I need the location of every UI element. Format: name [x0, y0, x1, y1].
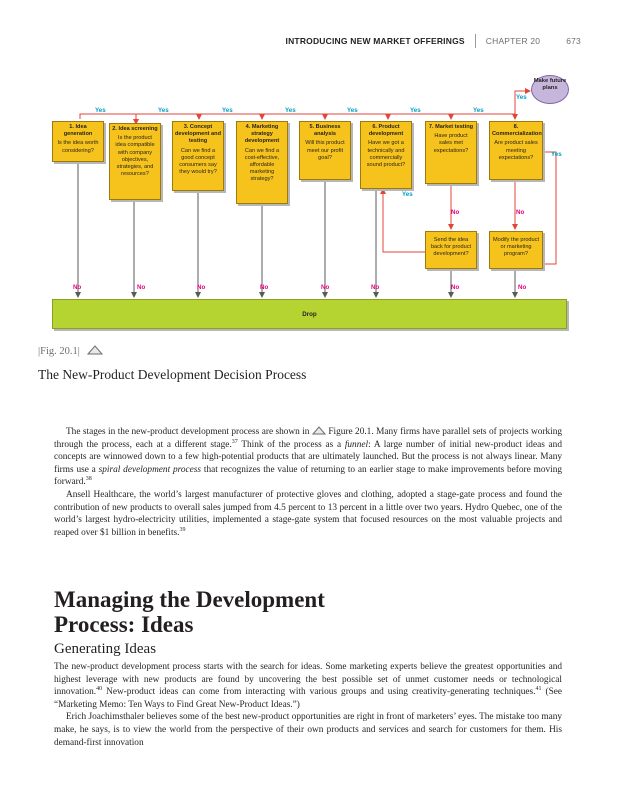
stage-question: Can we find a good concept consumers say they would try? — [179, 147, 217, 176]
body-paragraph-3 — [54, 661, 562, 749]
figure-number — [38, 345, 103, 357]
yes-label: Yes — [410, 107, 421, 114]
no-label: No — [197, 284, 206, 291]
yes-label: Yes — [402, 191, 413, 198]
no-label: No — [451, 284, 460, 291]
section-title-line: Process: Ideas — [54, 612, 194, 637]
text-run: Erich Joachimsthaler believes some of the best new-product opportunities are right in front of marketers’ eyes. The mistake too many make, he says, is to view the world from the perspective of their own products and services and search for customers for them. His demand-first innovation — [54, 712, 562, 748]
italic-term: funnel — [344, 439, 369, 450]
drop-bar — [52, 299, 567, 329]
stage-title: 3. Concept development and testing — [175, 124, 222, 145]
stage-title: 4. Marketing strategy development — [244, 124, 280, 145]
running-header-title: INTRODUCING NEW MARKET OFFERINGS — [285, 36, 465, 46]
future-plans-text: Make future plans — [533, 78, 567, 91]
figure-caption: The New-Product Development Decision Process — [38, 367, 307, 382]
text-run: : A large number of initial new-product ideas and concepts are winnowed down to a few high-potential products that are ultimately launched. But the process is not always linear. Many firms use a — [54, 439, 562, 475]
future-plans-node — [531, 75, 569, 104]
no-label: No — [518, 284, 527, 291]
stage-box-product-development — [360, 121, 412, 189]
footnote-ref: 40 — [96, 686, 103, 693]
text-run: (See “Marketing Memo: Ten Ways to Find Great New-Product Ideas.”) — [54, 687, 563, 710]
drop-label: Drop — [302, 310, 317, 318]
yes-label: Yes — [347, 107, 358, 114]
no-label: No — [371, 284, 380, 291]
no-label: No — [451, 209, 460, 216]
stage-question: Have product sales met expectations? — [433, 133, 469, 154]
text-run: Think of the process as a — [237, 439, 345, 450]
yes-label: Yes — [285, 107, 296, 114]
section-title-line: Managing the Development — [54, 587, 325, 612]
no-label: No — [73, 284, 82, 291]
body-paragraph-1 — [54, 426, 562, 539]
triangle-icon — [87, 345, 103, 355]
stage-title: 6. Product development — [368, 124, 404, 138]
stage-title: 2. Idea screening — [112, 126, 158, 132]
footnote-ref: 41 — [535, 686, 542, 693]
yes-label: Yes — [516, 94, 527, 101]
figure-number-text: |Fig. 20.1| — [38, 346, 80, 357]
yes-label: Yes — [551, 151, 562, 158]
stage-box-commercialization — [489, 121, 543, 180]
yes-label: Yes — [95, 107, 106, 114]
yes-label: Yes — [158, 107, 169, 114]
page-number: 673 — [566, 36, 581, 46]
text-run: The new-product development process starts with the search for ideas. Some marketing experts believe the greatest opportunities and highest leverage with new products are found by uncovering the best possible set of unmet customer needs or technological innovation. — [54, 662, 562, 698]
send-back-box — [425, 231, 477, 269]
footnote-ref: 38 — [85, 476, 92, 483]
footnote-ref: 37 — [231, 438, 238, 445]
no-label: No — [321, 284, 330, 291]
modify-box — [489, 231, 543, 269]
no-label: No — [137, 284, 146, 291]
text-run: Figure 20.1. Many firms have parallel sets of projects working through the process, each at a different stage. — [54, 427, 563, 450]
stage-title: 7. Market testing — [428, 124, 474, 130]
text-run: New-product ideas can come from interacting with various groups and using creativity-generating techniques. — [102, 687, 536, 698]
send-back-text: Send the idea back for product development? — [430, 237, 472, 258]
stage-title: 1. Idea generation — [63, 124, 93, 138]
modify-text: Modify the product or marketing program? — [492, 237, 540, 258]
stage-box-market-testing — [425, 121, 477, 184]
stage-question: Is the product idea compatible with company objectives, strategies, and resources? — [115, 135, 155, 178]
no-label: No — [260, 284, 269, 291]
triangle-icon — [312, 426, 326, 435]
section-title — [54, 587, 325, 637]
yes-label: Yes — [473, 107, 484, 114]
footnote-ref: 39 — [179, 526, 186, 533]
stage-box-idea-generation — [52, 121, 104, 162]
stage-box-marketing-strategy — [236, 121, 288, 204]
text-run: Ansell Healthcare, the world’s largest manufacturer of protective gloves and clothing, adopted a stage-gate process and found the contribution of new products to overall sales jumped from 4.5 percent to 13 percent in a little over two years. Hydro Quebec, one of the world’s largest hydro-electricity utilities, implemented a stage-gate system that focused resources on the most valuable projects and reaped over $1 billion in benefits. — [54, 489, 562, 538]
text-run: The stages in the new-product development process are shown in — [66, 427, 312, 437]
italic-term: spiral development process — [98, 464, 202, 475]
stage-question: Will this product meet our profit goal? — [305, 140, 345, 161]
text-run: that recognizes the value of returning to an earlier stage to make improvements before moving forward. — [54, 464, 563, 488]
stage-question: Is the idea worth considering? — [57, 140, 99, 154]
stage-question: Can we find a cost-effective, affordable marketing strategy? — [244, 147, 280, 183]
stage-question: Are product sales meeting expectations? — [494, 140, 538, 161]
chapter-label: CHAPTER 20 — [485, 36, 541, 46]
yes-label: Yes — [222, 107, 233, 114]
subsection-title: Generating Ideas — [54, 641, 157, 657]
stage-title: 8. Commercialization — [492, 124, 542, 138]
stage-title: 5. Business analysis — [309, 124, 341, 138]
stage-question: Have we got a technically and commercially sound product? — [366, 140, 406, 169]
stage-box-idea-screening — [109, 123, 161, 200]
stage-box-concept-development — [172, 121, 224, 191]
stage-box-business-analysis — [299, 121, 351, 180]
no-label: No — [516, 209, 525, 216]
